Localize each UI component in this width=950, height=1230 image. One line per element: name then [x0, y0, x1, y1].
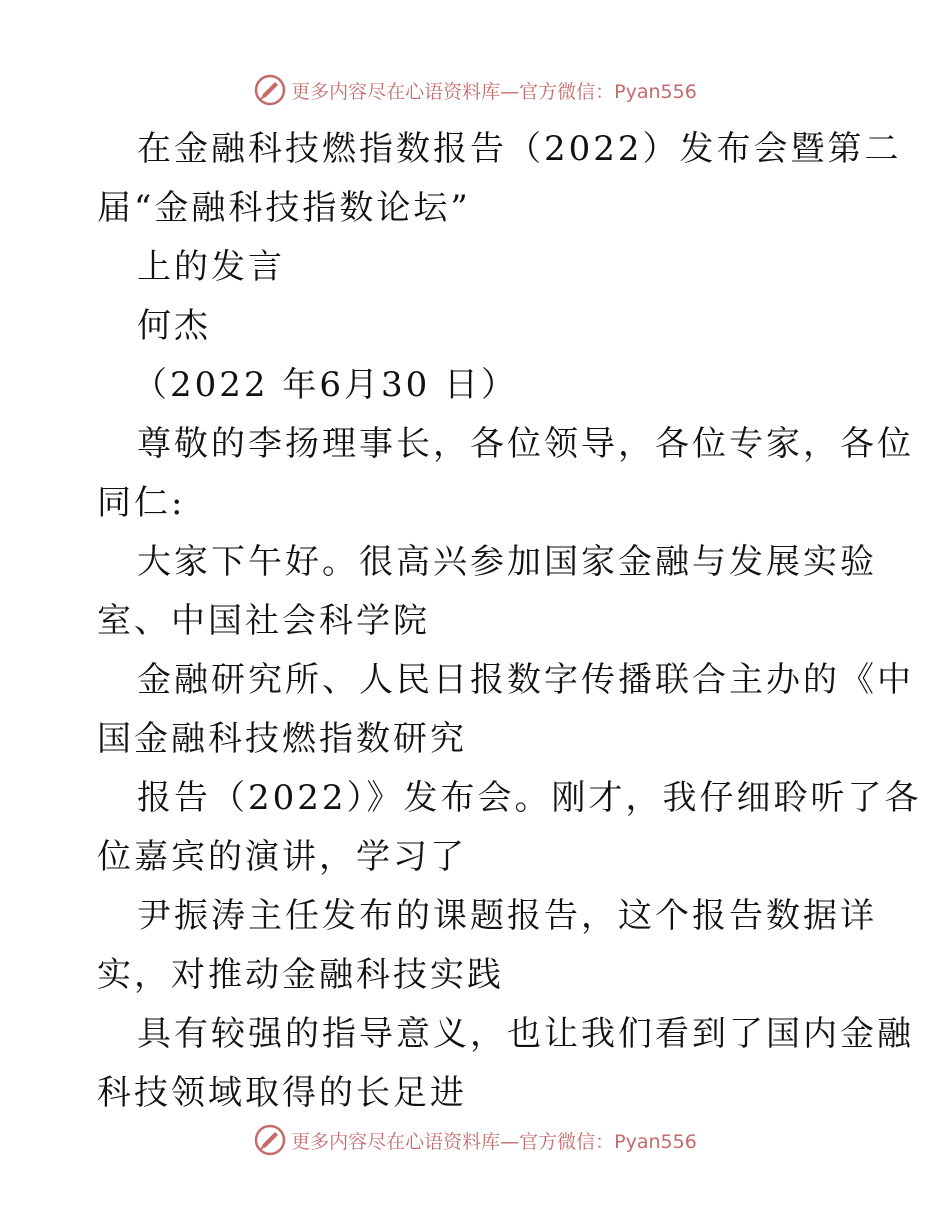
watermark-text: 更多内容尽在心语资料库—官方微信：Pyan556	[291, 1130, 697, 1153]
logo-icon	[253, 73, 287, 107]
paragraph-line: 科技领域取得的长足进	[97, 1073, 467, 1113]
watermark-banner-bottom	[0, 1120, 950, 1160]
author-name: 何杰	[137, 306, 211, 346]
paragraph-line: 尹振涛主任发布的课题报告，这个报告数据详	[137, 896, 877, 936]
title-line-2: 届“金融科技指数论坛”	[97, 188, 471, 228]
paragraph-line: 报告（2022）》发布会。刚才，我仔细聆听了各	[137, 778, 922, 818]
paragraph-line: 金融研究所、人民日报数字传播联合主办的《中	[137, 660, 914, 700]
title-line-3: 上的发言	[137, 247, 285, 287]
paragraph-line: 尊敬的李扬理事长，各位领导，各位专家，各位	[137, 424, 914, 464]
document-body	[97, 120, 922, 1123]
watermark-banner-top	[0, 70, 950, 110]
logo-icon	[253, 1123, 287, 1157]
speech-date: （2022 年6月30 日）	[133, 365, 519, 405]
paragraph-line: 大家下午好。很高兴参加国家金融与发展实验	[137, 542, 877, 582]
paragraph-line: 国金融科技燃指数研究	[97, 719, 467, 759]
paragraph-line: 位嘉宾的演讲，学习了	[97, 837, 467, 877]
watermark-text: 更多内容尽在心语资料库—官方微信：Pyan556	[291, 80, 697, 103]
paragraph-line: 具有较强的指导意义，也让我们看到了国内金融	[137, 1014, 914, 1054]
paragraph-line: 实，对推动金融科技实践	[97, 955, 504, 995]
title-line-1: 在金融科技燃指数报告（2022）发布会暨第二	[137, 129, 902, 169]
paragraph-line: 同仁:	[97, 483, 186, 523]
paragraph-line: 室、中国社会科学院	[97, 601, 430, 641]
